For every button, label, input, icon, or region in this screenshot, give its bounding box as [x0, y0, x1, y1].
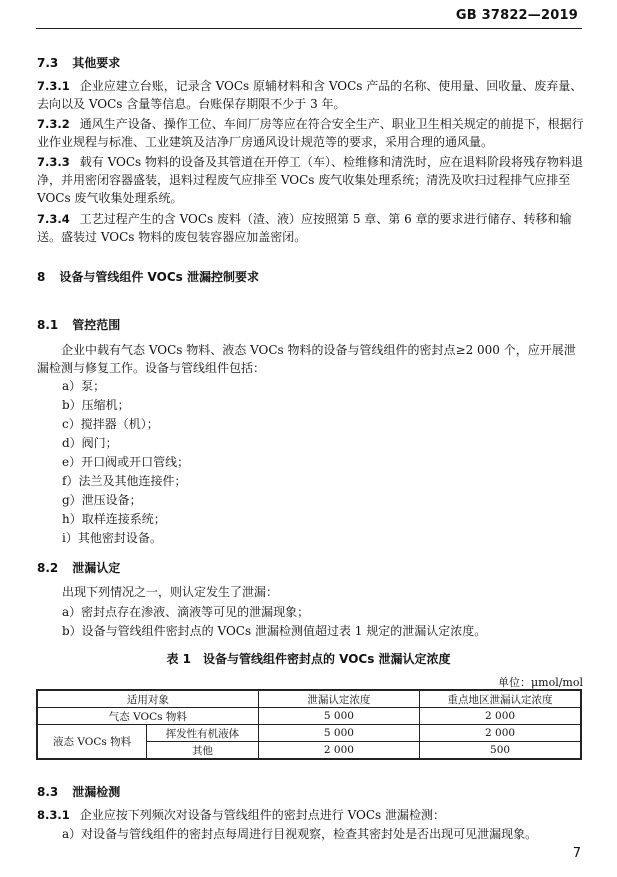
table-row — [37, 725, 581, 742]
table-header-row — [37, 690, 581, 708]
list-item: b）设备与管线组件密封点的 VOCs 泄漏检测值超过表 1 规定的泄漏认定浓度。 — [62, 624, 487, 638]
standard-number: GB 37822—2019 — [455, 8, 578, 23]
list-item: a）泵； — [62, 379, 106, 393]
section-heading-8-1: 8.1 管控范围 — [37, 318, 121, 332]
list-item: i）其他密封设备。 — [62, 531, 162, 545]
table-header-cell: 适用对象 — [37, 690, 258, 708]
table-cell: 5 000 — [258, 708, 419, 725]
clause-7-3-4: 7.3.4 工艺过程产生的含 VOCs 废料（渣、液）应按照第 5 章、第 6 章的要求进行储存、转移和输送。盛装过 VOCs 物料的废包装容器应加盖密闭。 — [37, 212, 572, 244]
section-heading-8-3: 8.3 泄漏检测 — [37, 785, 121, 799]
table-cell: 气态 VOCs 物料 — [37, 708, 258, 725]
section-8-1-intro: 企业中载有气态 VOCs 物料、液态 VOCs 物料的设备与管线组件的密封点≥2 000 个，应开展泄漏检测与修复工作。设备与管线组件包括： — [37, 343, 576, 375]
list-item: d）阀门； — [62, 436, 118, 450]
list-item: a）对设备与管线组件的密封点每周进行目视观察，检查其密封处是否出现可见泄漏现象。 — [62, 827, 538, 841]
table-caption: 表 1 设备与管线组件密封点的 VOCs 泄漏认定浓度 — [166, 652, 451, 666]
leak-threshold-table — [36, 689, 582, 760]
chapter-heading-8: 8 设备与管线组件 VOCs 泄漏控制要求 — [37, 270, 259, 284]
list-item: e）开口阀或开口管线； — [62, 455, 190, 469]
table-cell: 5 000 — [258, 725, 419, 742]
section-heading-8-2: 8.2 泄漏认定 — [37, 561, 121, 575]
clause-7-3-2: 7.3.2 通风生产设备、操作工位、车间厂房等应在符合安全生产、职业卫生相关规定的前提下，根据行业作业规程与标准、工业建筑及洁净厂房通风设计规范等的要求，采用合理的通风量。 — [37, 117, 584, 149]
section-8-2-intro: 出现下列情况之一，则认定发生了泄漏： — [62, 585, 279, 599]
clause-7-3-3: 7.3.3 载有 VOCs 物料的设备及其管道在开停工（车）、检维修和清洗时，应在退料阶段将残存物料退净，并用密闭容器盛装，退料过程废气应排至 VOCs 废气收集处理系统；清洗及吹扫过程排气应排至 VOCs 废气收集处理系统。 — [37, 155, 584, 205]
clause-7-3-1: 7.3.1 企业应建立台账，记录含 VOCs 原辅材料和含 VOCs 产品的名称、使用量、回收量、废弃量、去向以及 VOCs 含量等信息。台账保存期限不少于 3 年。 — [37, 79, 583, 111]
list-item: a）密封点存在渗液、滴液等可见的泄漏现象； — [62, 605, 310, 619]
section-heading-7-3: 7.3 其他要求 — [37, 56, 121, 70]
table-cell: 挥发性有机液体 — [147, 725, 259, 742]
table-cell: 液态 VOCs 物料 — [37, 725, 147, 760]
list-item: g）泄压设备； — [62, 493, 142, 507]
table-header-cell: 重点地区泄漏认定浓度 — [420, 690, 581, 708]
table-unit: 单位：μmol/mol — [498, 676, 583, 689]
page-number: 7 — [572, 846, 581, 861]
table-cell: 2 000 — [420, 725, 581, 742]
list-item: h）取样连接系统； — [62, 512, 166, 526]
table-header-cell: 泄漏认定浓度 — [258, 690, 419, 708]
table-cell: 2 000 — [420, 708, 581, 725]
list-item: b）压缩机； — [62, 398, 130, 412]
table-cell: 其他 — [147, 742, 259, 760]
header-rule — [36, 28, 582, 29]
list-item: f）法兰及其他连接件； — [62, 474, 187, 488]
clause-8-3-1: 8.3.1 企业应按下列频次对设备与管线组件的密封点进行 VOCs 泄漏检测： — [37, 808, 446, 822]
table-row — [37, 708, 581, 725]
table-cell: 500 — [420, 742, 581, 760]
table-cell: 2 000 — [258, 742, 419, 760]
list-item: c）搅拌器（机）； — [62, 417, 159, 431]
